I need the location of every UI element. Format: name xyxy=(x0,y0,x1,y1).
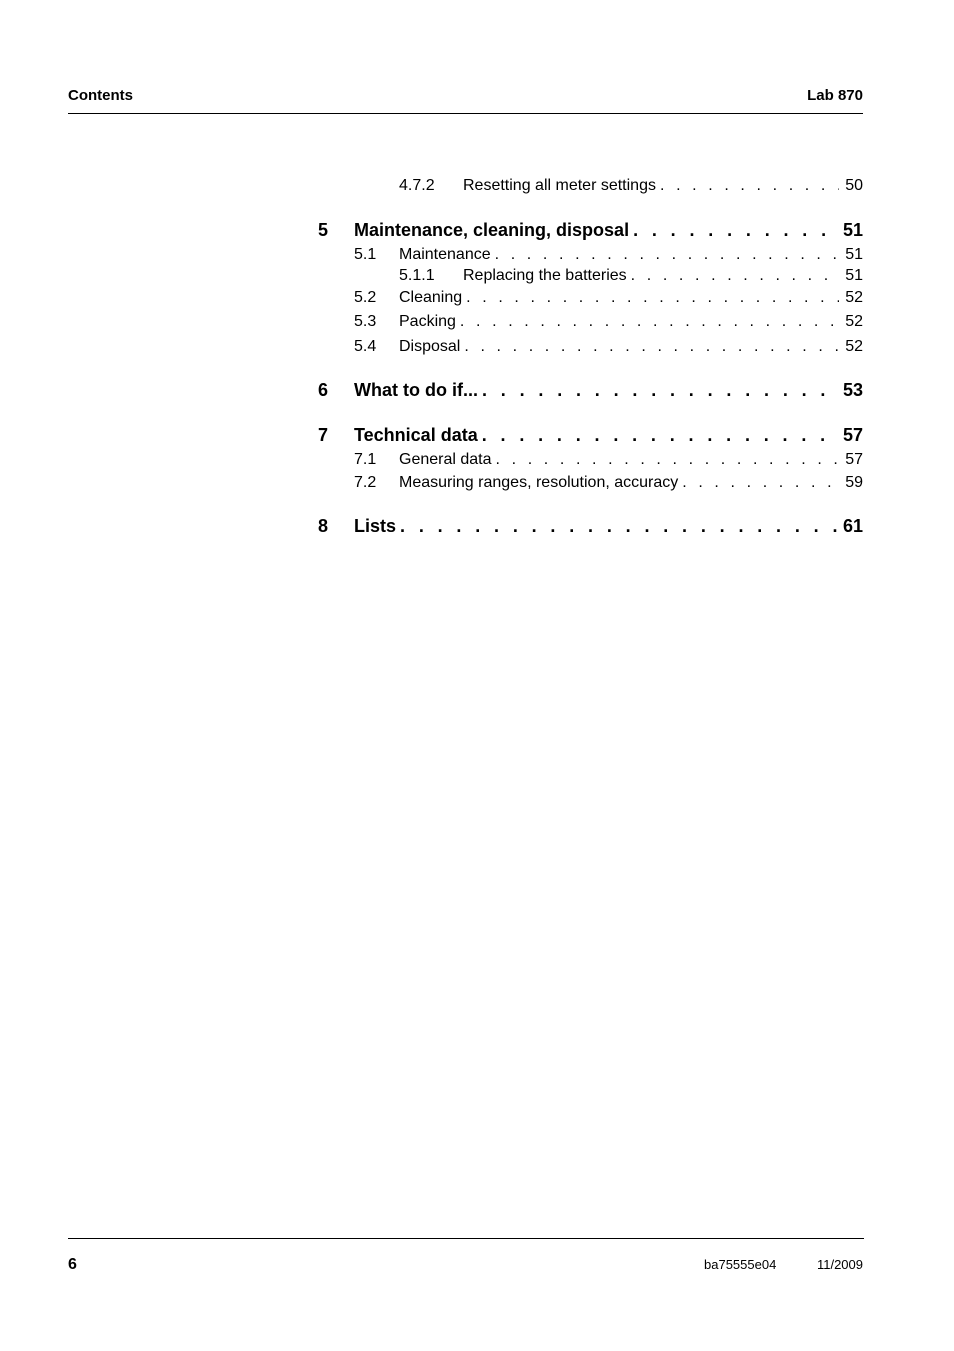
header-product-name: Lab 870 xyxy=(807,87,863,104)
toc-entry-number: 7.1 xyxy=(354,451,377,468)
toc-entry-page: 52 xyxy=(845,338,863,355)
toc-entry-page: 57 xyxy=(845,451,863,468)
dot-leader xyxy=(631,267,840,285)
dot-leader xyxy=(460,313,839,331)
toc-entry-title: What to do if... xyxy=(354,380,478,400)
dot-leader xyxy=(682,474,839,492)
toc-entry-number: 5.3 xyxy=(354,313,377,330)
toc-entry-number: 7 xyxy=(318,425,329,445)
toc-entry-page: 50 xyxy=(845,177,863,194)
dot-leader xyxy=(466,289,839,307)
toc-entry-page: 51 xyxy=(845,267,863,284)
toc-entry-title: General data xyxy=(399,451,492,468)
toc-entry-5-2[interactable] xyxy=(354,289,863,307)
toc-entry-page: 51 xyxy=(845,246,863,263)
dot-leader xyxy=(495,246,840,264)
toc-entry-title: Maintenance xyxy=(399,246,491,263)
toc-entry-title: Technical data xyxy=(354,425,478,445)
toc-entry-5[interactable] xyxy=(318,220,863,241)
toc-entry-5-1[interactable] xyxy=(354,246,863,264)
toc-entry-page: 52 xyxy=(845,313,863,330)
toc-entry-title: Cleaning xyxy=(399,289,463,306)
toc-entry-number: 8 xyxy=(318,516,329,536)
toc-entry-number: 5 xyxy=(318,220,329,240)
toc-entry-number: 5.1 xyxy=(354,246,377,263)
toc-entry-4-7-2[interactable] xyxy=(399,177,863,195)
page-number: 6 xyxy=(68,1256,77,1273)
toc-entry-page: 59 xyxy=(845,474,863,491)
toc-entry-5-1-1[interactable] xyxy=(399,267,863,285)
toc-entry-title: Packing xyxy=(399,313,456,330)
toc-entry-page: 53 xyxy=(842,380,863,400)
document-date: 11/2009 xyxy=(816,1257,863,1272)
toc-entry-number: 7.2 xyxy=(354,474,377,491)
toc-entry-title: Measuring ranges, resolution, accuracy xyxy=(399,474,679,491)
toc-entry-page: 61 xyxy=(842,516,863,536)
toc-entry-title: Replacing the batteries xyxy=(463,267,627,284)
header-section-title: Contents xyxy=(68,87,133,104)
toc-entry-page: 51 xyxy=(842,220,863,240)
document-id: ba75555e04 xyxy=(704,1257,777,1272)
toc-entry-5-3[interactable] xyxy=(354,313,863,331)
toc-entry-number: 6 xyxy=(318,380,329,400)
toc-entry-number: 4.7.2 xyxy=(399,177,435,194)
toc-entry-page: 57 xyxy=(842,425,863,445)
dot-leader xyxy=(496,451,840,469)
toc-entry-title: Disposal xyxy=(399,338,461,355)
toc-entry-7-2[interactable] xyxy=(354,474,863,492)
dot-leader xyxy=(482,380,837,401)
toc-entry-title: Lists xyxy=(354,516,397,536)
header-divider xyxy=(68,113,863,114)
toc-entry-8[interactable] xyxy=(318,516,863,537)
footer-divider xyxy=(68,1238,864,1239)
toc-entry-7[interactable] xyxy=(318,425,863,446)
toc-entry-page: 52 xyxy=(845,289,863,306)
toc-entry-number: 5.4 xyxy=(354,338,377,355)
toc-entry-title: Resetting all meter settings xyxy=(463,177,656,194)
dot-leader xyxy=(482,425,837,446)
toc-entry-title: Maintenance, cleaning, disposal xyxy=(354,220,630,240)
toc-entry-number: 5.2 xyxy=(354,289,377,306)
dot-leader xyxy=(464,338,839,356)
toc-entry-7-1[interactable] xyxy=(354,451,863,469)
dot-leader xyxy=(400,516,837,537)
dot-leader xyxy=(633,220,837,241)
toc-entry-5-4[interactable] xyxy=(354,338,863,356)
dot-leader xyxy=(660,177,839,195)
toc-entry-6[interactable] xyxy=(318,380,863,401)
toc-entry-number: 5.1.1 xyxy=(399,267,435,284)
